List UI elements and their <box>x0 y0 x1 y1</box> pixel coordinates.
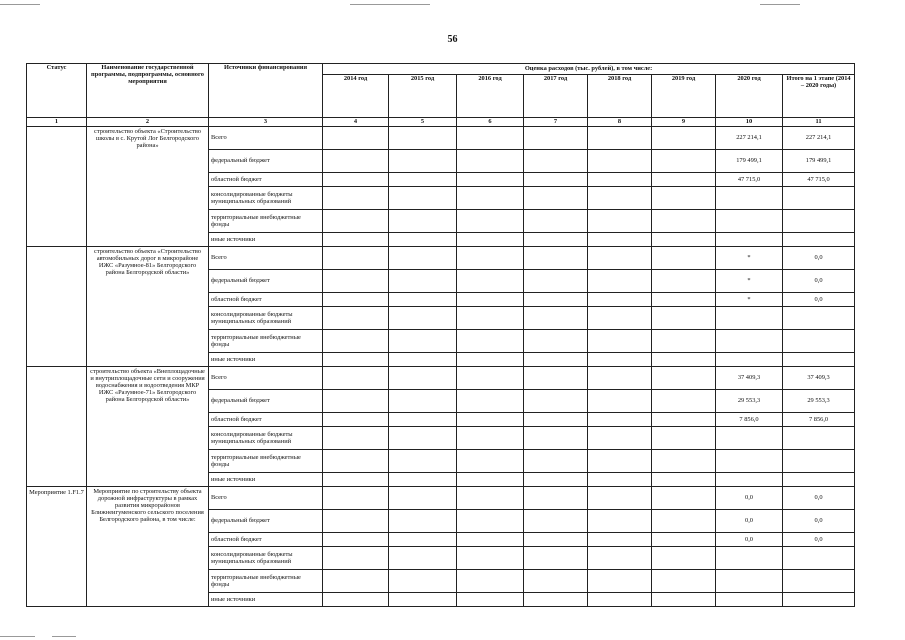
empty-year-cell <box>323 593 389 607</box>
header-year-0: 2014 год <box>323 75 389 118</box>
empty-year-cell <box>524 510 588 533</box>
empty-year-cell <box>524 390 588 413</box>
status-cell <box>27 367 87 487</box>
empty-year-cell <box>457 473 524 487</box>
empty-year-cell <box>524 173 588 187</box>
table-row <box>27 487 855 510</box>
year-2020-cell: 0,0 <box>716 533 783 547</box>
empty-year-cell <box>652 487 716 510</box>
year-2020-cell: 0,0 <box>716 510 783 533</box>
empty-year-cell <box>524 187 588 210</box>
empty-year-cell <box>588 150 652 173</box>
funding-source-cell: областной бюджет <box>209 413 323 427</box>
empty-year-cell <box>524 427 588 450</box>
empty-year-cell <box>389 233 457 247</box>
total-cell <box>783 473 855 487</box>
funding-source-cell: консолидированные бюджеты муниципальных образований <box>209 187 323 210</box>
empty-year-cell <box>588 330 652 353</box>
empty-year-cell <box>389 533 457 547</box>
year-2020-cell <box>716 593 783 607</box>
program-name-cell: строительство объекта «Строительство автомобильных дорог в микрорайоне ИЖС «Разумное-81» Белгородского района Белгородской области» <box>87 247 209 367</box>
empty-year-cell <box>389 307 457 330</box>
empty-year-cell <box>323 210 389 233</box>
total-cell <box>783 330 855 353</box>
empty-year-cell <box>389 547 457 570</box>
empty-year-cell <box>652 330 716 353</box>
header-year-7: Итого на 1 этапе (2014 – 2020 годы) <box>783 75 855 118</box>
empty-year-cell <box>588 427 652 450</box>
column-number-2: 2 <box>87 118 209 127</box>
column-number-4: 4 <box>323 118 389 127</box>
header-year-2: 2016 год <box>457 75 524 118</box>
empty-year-cell <box>389 210 457 233</box>
year-2020-cell: * <box>716 247 783 270</box>
empty-year-cell <box>652 210 716 233</box>
empty-year-cell <box>652 593 716 607</box>
page-number: 56 <box>447 34 458 45</box>
total-cell: 0,0 <box>783 270 855 293</box>
empty-year-cell <box>524 547 588 570</box>
empty-year-cell <box>588 390 652 413</box>
empty-year-cell <box>389 510 457 533</box>
empty-year-cell <box>389 150 457 173</box>
empty-year-cell <box>588 187 652 210</box>
empty-year-cell <box>457 353 524 367</box>
table-row <box>27 247 855 270</box>
funding-source-cell: Всего <box>209 247 323 270</box>
empty-year-cell <box>457 533 524 547</box>
year-2020-cell <box>716 547 783 570</box>
year-2020-cell: * <box>716 270 783 293</box>
funding-source-cell: областной бюджет <box>209 533 323 547</box>
empty-year-cell <box>323 233 389 247</box>
year-2020-cell: 0,0 <box>716 487 783 510</box>
empty-year-cell <box>323 293 389 307</box>
budget-table <box>26 63 855 607</box>
column-number-6: 6 <box>457 118 524 127</box>
empty-year-cell <box>652 173 716 187</box>
column-number-8: 8 <box>588 118 652 127</box>
empty-year-cell <box>389 330 457 353</box>
total-cell: 227 214,1 <box>783 127 855 150</box>
year-2020-cell <box>716 353 783 367</box>
empty-year-cell <box>389 367 457 390</box>
empty-year-cell <box>323 307 389 330</box>
year-2020-cell: 47 715,0 <box>716 173 783 187</box>
table-body <box>27 127 855 607</box>
total-cell: 179 499,1 <box>783 150 855 173</box>
empty-year-cell <box>457 270 524 293</box>
empty-year-cell <box>652 353 716 367</box>
year-2020-cell <box>716 427 783 450</box>
header-name: Наименование государственной программы, подпрограммы, основного мероприятия <box>87 64 209 118</box>
empty-year-cell <box>652 127 716 150</box>
empty-year-cell <box>389 127 457 150</box>
year-2020-cell <box>716 473 783 487</box>
funding-source-cell: федеральный бюджет <box>209 390 323 413</box>
empty-year-cell <box>389 390 457 413</box>
empty-year-cell <box>389 247 457 270</box>
empty-year-cell <box>588 473 652 487</box>
empty-year-cell <box>457 570 524 593</box>
total-cell <box>783 547 855 570</box>
funding-source-cell: иные источники <box>209 473 323 487</box>
empty-year-cell <box>652 270 716 293</box>
empty-year-cell <box>524 570 588 593</box>
empty-year-cell <box>524 473 588 487</box>
empty-year-cell <box>389 413 457 427</box>
empty-year-cell <box>524 487 588 510</box>
empty-year-cell <box>652 533 716 547</box>
empty-year-cell <box>457 247 524 270</box>
program-name-cell: Мероприятие по строительству объекта дорожной инфраструктуры в рамках развития микрорайонов Ближнеигуменского сельского поселения Белгородского района, в том числе: <box>87 487 209 607</box>
scan-edge-line <box>52 636 76 637</box>
total-cell <box>783 233 855 247</box>
empty-year-cell <box>524 150 588 173</box>
empty-year-cell <box>389 187 457 210</box>
year-2020-cell <box>716 233 783 247</box>
empty-year-cell <box>389 570 457 593</box>
empty-year-cell <box>323 570 389 593</box>
empty-year-cell <box>588 293 652 307</box>
total-cell <box>783 353 855 367</box>
year-2020-cell: 179 499,1 <box>716 150 783 173</box>
empty-year-cell <box>323 533 389 547</box>
column-number-5: 5 <box>389 118 457 127</box>
empty-year-cell <box>588 127 652 150</box>
funding-source-cell: консолидированные бюджеты муниципальных образований <box>209 307 323 330</box>
column-number-9: 9 <box>652 118 716 127</box>
column-number-11: 11 <box>783 118 855 127</box>
status-cell <box>27 127 87 247</box>
empty-year-cell <box>652 307 716 330</box>
total-cell <box>783 593 855 607</box>
funding-source-cell: федеральный бюджет <box>209 510 323 533</box>
empty-year-cell <box>457 413 524 427</box>
empty-year-cell <box>524 293 588 307</box>
empty-year-cell <box>588 353 652 367</box>
empty-year-cell <box>652 413 716 427</box>
funding-source-cell: федеральный бюджет <box>209 150 323 173</box>
funding-source-cell: консолидированные бюджеты муниципальных образований <box>209 547 323 570</box>
program-name-cell: строительство объекта «Внеплощадочные и внутриплощадочные сети и сооружения водоснабжения и водоотведения МКР ИЖС «Разумное-71» Белгородского района Белгородской области» <box>87 367 209 487</box>
empty-year-cell <box>323 390 389 413</box>
header-year-5: 2019 год <box>652 75 716 118</box>
funding-source-cell: территориальные внебюджетные фонды <box>209 330 323 353</box>
total-cell: 29 553,3 <box>783 390 855 413</box>
empty-year-cell <box>524 307 588 330</box>
empty-year-cell <box>524 233 588 247</box>
header-year-6: 2020 год <box>716 75 783 118</box>
empty-year-cell <box>524 450 588 473</box>
empty-year-cell <box>323 547 389 570</box>
year-2020-cell <box>716 450 783 473</box>
funding-source-cell: Всего <box>209 487 323 510</box>
empty-year-cell <box>323 330 389 353</box>
empty-year-cell <box>323 510 389 533</box>
empty-year-cell <box>389 450 457 473</box>
empty-year-cell <box>323 187 389 210</box>
empty-year-cell <box>652 367 716 390</box>
funding-source-cell: Всего <box>209 367 323 390</box>
empty-year-cell <box>389 487 457 510</box>
funding-source-cell: иные источники <box>209 593 323 607</box>
funding-source-cell: консолидированные бюджеты муниципальных образований <box>209 427 323 450</box>
total-cell <box>783 187 855 210</box>
empty-year-cell <box>524 210 588 233</box>
empty-year-cell <box>524 127 588 150</box>
total-cell: 0,0 <box>783 533 855 547</box>
funding-source-cell: территориальные внебюджетные фонды <box>209 570 323 593</box>
empty-year-cell <box>389 473 457 487</box>
empty-year-cell <box>588 547 652 570</box>
empty-year-cell <box>457 487 524 510</box>
empty-year-cell <box>588 570 652 593</box>
year-2020-cell <box>716 330 783 353</box>
empty-year-cell <box>323 127 389 150</box>
empty-year-cell <box>323 270 389 293</box>
column-numbers-row <box>27 118 855 127</box>
empty-year-cell <box>457 427 524 450</box>
total-cell: 0,0 <box>783 510 855 533</box>
empty-year-cell <box>323 353 389 367</box>
scan-edge-line <box>350 4 430 5</box>
empty-year-cell <box>389 270 457 293</box>
empty-year-cell <box>524 270 588 293</box>
empty-year-cell <box>588 510 652 533</box>
empty-year-cell <box>457 173 524 187</box>
empty-year-cell <box>323 473 389 487</box>
status-cell: Мероприятие 1.F1.7 <box>27 487 87 607</box>
column-number-1: 1 <box>27 118 87 127</box>
empty-year-cell <box>588 307 652 330</box>
empty-year-cell <box>588 487 652 510</box>
empty-year-cell <box>457 510 524 533</box>
empty-year-cell <box>323 427 389 450</box>
empty-year-cell <box>588 413 652 427</box>
total-cell <box>783 210 855 233</box>
header-status: Статус <box>27 64 87 118</box>
column-number-3: 3 <box>209 118 323 127</box>
empty-year-cell <box>652 427 716 450</box>
empty-year-cell <box>524 413 588 427</box>
header-year-3: 2017 год <box>524 75 588 118</box>
year-2020-cell: 37 409,3 <box>716 367 783 390</box>
empty-year-cell <box>652 293 716 307</box>
empty-year-cell <box>524 533 588 547</box>
empty-year-cell <box>588 233 652 247</box>
total-cell <box>783 427 855 450</box>
empty-year-cell <box>588 210 652 233</box>
funding-source-cell: областной бюджет <box>209 293 323 307</box>
empty-year-cell <box>323 150 389 173</box>
year-2020-cell: 29 553,3 <box>716 390 783 413</box>
empty-year-cell <box>588 450 652 473</box>
empty-year-cell <box>588 533 652 547</box>
table-row <box>27 127 855 150</box>
year-2020-cell <box>716 210 783 233</box>
year-2020-cell <box>716 570 783 593</box>
empty-year-cell <box>457 547 524 570</box>
empty-year-cell <box>524 247 588 270</box>
empty-year-cell <box>457 307 524 330</box>
empty-year-cell <box>457 150 524 173</box>
funding-source-cell: федеральный бюджет <box>209 270 323 293</box>
empty-year-cell <box>524 330 588 353</box>
total-cell <box>783 570 855 593</box>
year-2020-cell <box>716 187 783 210</box>
empty-year-cell <box>323 367 389 390</box>
year-2020-cell: 7 856,0 <box>716 413 783 427</box>
empty-year-cell <box>652 150 716 173</box>
header-year-1: 2015 год <box>389 75 457 118</box>
empty-year-cell <box>389 293 457 307</box>
empty-year-cell <box>588 270 652 293</box>
empty-year-cell <box>457 187 524 210</box>
empty-year-cell <box>389 593 457 607</box>
empty-year-cell <box>652 187 716 210</box>
year-2020-cell: 227 214,1 <box>716 127 783 150</box>
empty-year-cell <box>323 173 389 187</box>
year-2020-cell <box>716 307 783 330</box>
total-cell: 47 715,0 <box>783 173 855 187</box>
scan-edge-line <box>0 4 40 5</box>
empty-year-cell <box>323 247 389 270</box>
year-2020-cell: * <box>716 293 783 307</box>
empty-year-cell <box>457 127 524 150</box>
empty-year-cell <box>457 367 524 390</box>
total-cell: 37 409,3 <box>783 367 855 390</box>
funding-source-cell: Всего <box>209 127 323 150</box>
empty-year-cell <box>457 593 524 607</box>
empty-year-cell <box>457 390 524 413</box>
empty-year-cell <box>524 367 588 390</box>
header-sources: Источники финансирования <box>209 64 323 118</box>
total-cell: 7 856,0 <box>783 413 855 427</box>
scan-edge-line <box>760 4 800 5</box>
empty-year-cell <box>652 570 716 593</box>
empty-year-cell <box>323 487 389 510</box>
empty-year-cell <box>457 210 524 233</box>
status-cell <box>27 247 87 367</box>
empty-year-cell <box>389 173 457 187</box>
empty-year-cell <box>389 353 457 367</box>
total-cell: 0,0 <box>783 247 855 270</box>
empty-year-cell <box>457 450 524 473</box>
column-number-7: 7 <box>524 118 588 127</box>
empty-year-cell <box>588 593 652 607</box>
total-cell <box>783 450 855 473</box>
total-cell: 0,0 <box>783 293 855 307</box>
total-cell: 0,0 <box>783 487 855 510</box>
total-cell <box>783 307 855 330</box>
empty-year-cell <box>652 547 716 570</box>
empty-year-cell <box>652 450 716 473</box>
empty-year-cell <box>652 247 716 270</box>
column-number-10: 10 <box>716 118 783 127</box>
empty-year-cell <box>457 293 524 307</box>
empty-year-cell <box>588 173 652 187</box>
empty-year-cell <box>323 450 389 473</box>
empty-year-cell <box>652 510 716 533</box>
header-year-4: 2018 год <box>588 75 652 118</box>
empty-year-cell <box>588 247 652 270</box>
empty-year-cell <box>588 367 652 390</box>
table-row <box>27 367 855 390</box>
empty-year-cell <box>389 427 457 450</box>
empty-year-cell <box>652 390 716 413</box>
empty-year-cell <box>652 473 716 487</box>
empty-year-cell <box>457 330 524 353</box>
empty-year-cell <box>524 593 588 607</box>
funding-source-cell: территориальные внебюджетные фонды <box>209 450 323 473</box>
empty-year-cell <box>457 233 524 247</box>
funding-source-cell: территориальные внебюджетные фонды <box>209 210 323 233</box>
empty-year-cell <box>323 413 389 427</box>
header-estimate: Оценка расходов (тыс. рублей), в том числе: <box>323 64 855 75</box>
empty-year-cell <box>652 233 716 247</box>
funding-source-cell: иные источники <box>209 353 323 367</box>
program-name-cell: строительство объекта «Строительство школы в с. Крутой Лог Белгородского района» <box>87 127 209 247</box>
scan-edge-line <box>0 636 35 637</box>
funding-source-cell: иные источники <box>209 233 323 247</box>
empty-year-cell <box>524 353 588 367</box>
funding-source-cell: областной бюджет <box>209 173 323 187</box>
